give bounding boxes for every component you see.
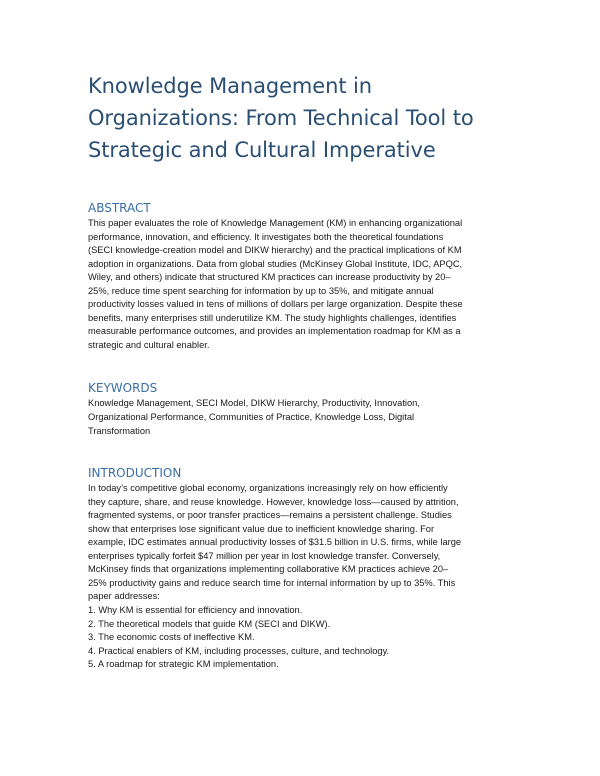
- abstract-line: productivity losses valued in tens of millions of dollars per large organization. Despite these: [88, 299, 463, 310]
- abstract-line: strategic and cultural enabler.: [88, 339, 210, 350]
- introduction-line: McKinsey finds that organizations implementing collaborative KM practices achieve 20–: [88, 564, 449, 575]
- introduction-line: enterprises typically forfeit $47 million per year in lost knowledge transfer. Conversely,: [88, 550, 441, 561]
- introduction-line: paper addresses:: [88, 591, 160, 602]
- keywords-text: [88, 397, 512, 438]
- abstract-line: measurable performance outcomes, and provides an implementation roadmap for KM as a: [88, 326, 461, 337]
- introduction-line: In today’s competitive global economy, organizations increasingly rely on how efficiently: [88, 483, 448, 494]
- abstract-line: performance, innovation, and efficiency. It investigates both the theoretical foundations: [88, 231, 444, 242]
- abstract-text: [88, 217, 512, 352]
- keywords-heading: KEYWORDS: [88, 381, 158, 396]
- abstract-line: benefits, many enterprises still underutilize KM. The study highlights challenges, identifies: [88, 312, 457, 323]
- keywords-line: Knowledge Management, SECI Model, DIKW Hierarchy, Productivity, Innovation,: [88, 398, 420, 409]
- abstract-section: [88, 201, 512, 352]
- abstract-heading: ABSTRACT: [88, 201, 151, 215]
- introduction-heading: INTRODUCTION: [88, 466, 182, 481]
- list-item: 4. Practical enablers of KM, including processes, culture, and technology.: [88, 645, 390, 656]
- title-line: Organizations: From Technical Tool to: [88, 106, 474, 130]
- keywords-section: [88, 381, 512, 438]
- list-item: 2. The theoretical models that guide KM (SECI and DIKW).: [88, 618, 331, 629]
- introduction-line: they capture, share, and reuse knowledge. However, knowledge loss—caused by attrition,: [88, 496, 459, 507]
- introduction-line: fragmented systems, or poor transfer practices—remains a persistent challenge. Studies: [88, 510, 452, 521]
- list-item: 1. Why KM is essential for efficiency and innovation.: [88, 605, 303, 616]
- introduction-list: [88, 604, 512, 672]
- abstract-line: 25%, reduce time spent searching for information by up to 35%, and mitigate annual: [88, 285, 434, 296]
- abstract-line: adoption in organizations. Data from global studies (McKinsey Global Institute, IDC, APQC,: [88, 258, 463, 269]
- abstract-line: This paper evaluates the role of Knowledge Management (KM) in enhancing organizational: [88, 218, 463, 228]
- introduction-line: 25% productivity gains and reduce search time for internal information by up to 35%. This: [88, 577, 456, 588]
- abstract-line: Wiley, and others) indicate that structured KM practices can increase productivity by 20–: [88, 272, 451, 283]
- introduction-line: example, IDC estimates annual productivity losses of $31.5 billion in U.S. firms, while large: [88, 537, 462, 548]
- introduction-section: [88, 466, 512, 672]
- introduction-text: [88, 482, 512, 604]
- list-item: 3. The economic costs of ineffective KM.: [88, 632, 255, 643]
- title-line: Knowledge Management in: [88, 74, 372, 98]
- introduction-line: show that enterprises lose significant value due to inefficient knowledge sharing. For: [88, 523, 435, 534]
- keywords-line: Organizational Performance, Communities of Practice, Knowledge Loss, Digital: [88, 412, 415, 423]
- abstract-line: (SECI knowledge-creation model and DIKW hierarchy) and the practical implications of KM: [88, 245, 462, 256]
- paper-title: [88, 70, 512, 166]
- title-line: Strategic and Cultural Imperative: [88, 138, 436, 162]
- list-item: 5. A roadmap for strategic KM implementation.: [88, 659, 279, 670]
- keywords-line: Transformation: [88, 425, 151, 436]
